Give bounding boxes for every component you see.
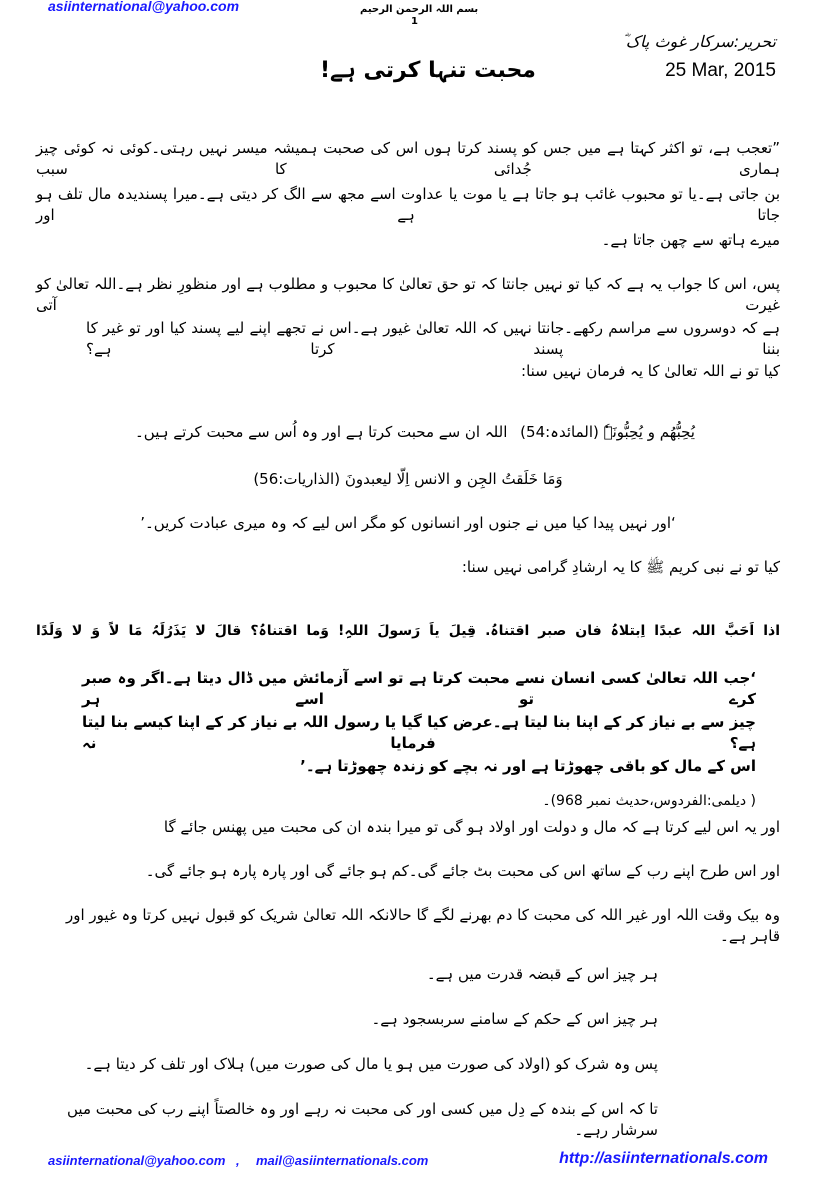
date: 25 Mar, 2015 bbox=[665, 60, 776, 81]
hadith-translation-line: چیز سے بے نیاز کر کے اپنا بنا لیتا ہے۔عرض کیا گیا یا رسول اللہ بے نیاز کر کے اپنا کیسے بنا لیتا ہے؟ فرمایا نہ bbox=[82, 713, 756, 752]
paragraph-line: پس وہ شرک کو (اولاد کی صورت میں ہو یا مال کی صورت میں) ہلاک اور تلف کر دیتا ہے۔ bbox=[84, 1055, 658, 1073]
footer-separator: , bbox=[236, 1153, 240, 1168]
paragraph-line: کیا تو نے اللہ تعالیٰ کا یہ فرمان نہیں سنا: bbox=[521, 362, 780, 380]
verse-2: وَمَا خَلَقتُ الجِن و الانس اِلّا لیعبدونَ (الذاریات:56) bbox=[253, 470, 563, 488]
paragraph-line: وہ بیک وقت اللہ اور غیر اللہ کی محبت کا دم بھرنے لگے گا حالانکہ اللہ تعالیٰ شریک کو قبول نہیں کرتا وہ غیور اور قاہر ہے۔ bbox=[66, 906, 780, 945]
paragraph-line: ہر چیز اس کے حکم کے سامنے سربسجود ہے۔ bbox=[371, 1010, 658, 1028]
bismillah: بسم اللہ الرحمن الرحیم bbox=[360, 4, 479, 15]
paragraph-line: پس، اس کا جواب یہ ہے کہ کیا تو نہیں جانتا کہ تو حق تعالیٰ کا محبوب و مطلوب ہے اور منظورِ نظر ہے۔اللہ تعالیٰ کو غیرت آتی bbox=[36, 275, 780, 314]
verse-1-translation: اللہ ان سے محبت کرتا ہے اور وہ اُس سے محبت کرتے ہیں۔ bbox=[135, 423, 508, 441]
hadith-arabic: اذا اَحَبَّ اللہ عبدًا اِبتلاہُ فان صبر اقتناہُ. قِیلَ یاَ رَسولَ اللہِ! وَما اقتناہُ؟ قالَ لا یَذَرُلَہُ مَا لاً وَ لا وَلَدًا bbox=[36, 623, 780, 639]
paragraph-line: تا کہ اس کے بندہ کے دِل میں کسی اور کی محبت نہ رہے اور وہ خالصتاً اپنے رب کی محبت میں سرشار رہے۔ bbox=[67, 1100, 658, 1139]
page-number: 1 bbox=[411, 16, 418, 27]
paragraph-line: ”تعجب ہے، تو اکثر کہتا ہے میں جس کو پسند کرتا ہوں اس کی صحبت ہمیشہ میسر نہیں رہتی۔کوئی نہ کوئی چیز ہماری جُدائی کا سبب bbox=[36, 139, 780, 178]
verse-1-arabic: یُحِبُّھُم و یُحِبُّونَہٗ (المائدہ:54) bbox=[520, 423, 695, 441]
paragraph-line: اور یہ اس لیے کرتا ہے کہ مال و دولت اور اولاد ہو گی تو میرا بندہ ان کی محبت میں پھنس جائے گا bbox=[163, 818, 780, 836]
hadith-reference: ( دیلمی:الفردوس،حدیث نمبر 968)۔ bbox=[542, 793, 756, 809]
hadith-translation-last bbox=[96, 756, 756, 812]
footer-mail-link[interactable]: mail@asiinternationals.com bbox=[256, 1153, 429, 1168]
footer-email-link[interactable]: asiinternational@yahoo.com bbox=[48, 1153, 226, 1168]
paragraph-line: بن جاتی ہے۔یا تو محبوب غائب ہو جاتا ہے یا موت یا عداوت اسے مجھ سے الگ کر دیتی ہے۔میرا پسندیدہ مال تلف ہو جاتا ہے اور bbox=[36, 185, 780, 224]
hadith-intro: کیا تو نے نبی کریم ﷺ کا یہ ارشادِ گرامی نہیں سنا: bbox=[461, 558, 780, 576]
hadith-translation-line: ‘جب اللہ تعالیٰ کسی انسان نسے محبت کرتا ہے تو اسے آزمائش میں ڈال دیتا ہے۔اگر وہ صبر کرے تو اسے ہر bbox=[82, 669, 756, 708]
verse-2-translation: ‘اور نہیں پیدا کیا میں نے جنوں اور انسانوں کو مگر اس لیے کہ وہ میری عبادت کریں۔’ bbox=[140, 514, 676, 532]
verse-1 bbox=[135, 422, 695, 443]
page-title: محبت تنہا کرتی ہے! bbox=[320, 58, 536, 83]
paragraph-line: میرے ہاتھ سے چھن جاتا ہے۔ bbox=[601, 231, 780, 249]
hadith-translation-line: اس کے مال کو باقی چھوڑتا ہے اور نہ بچے کو زندہ چھوڑتا ہے۔’ bbox=[300, 757, 756, 775]
paragraph-line: ہر چیز اس کے قبضہ قدرت میں ہے۔ bbox=[426, 965, 658, 983]
footer-website-link[interactable]: http://asiinternationals.com bbox=[559, 1150, 768, 1167]
author-line: تحریر:سرکار غوث پاک ؓ bbox=[621, 32, 776, 51]
paragraph-line: اور اس طرح اپنے رب کے ساتھ اس کی محبت بٹ جائے گی۔کم ہو جائے گی اور پارہ پارہ ہو جائے گی۔ bbox=[145, 862, 780, 880]
paragraph-line: ہے کہ دوسروں سے مراسم رکھے۔جانتا نہیں کہ اللہ تعالیٰ غیور ہے۔اس نے تجھے اپنے لیے پسند کیا اور تو غیر کا بننا پسند کرتا ہے؟ bbox=[86, 319, 780, 358]
header-email-link[interactable]: asiinternational@yahoo.com bbox=[48, 0, 240, 14]
